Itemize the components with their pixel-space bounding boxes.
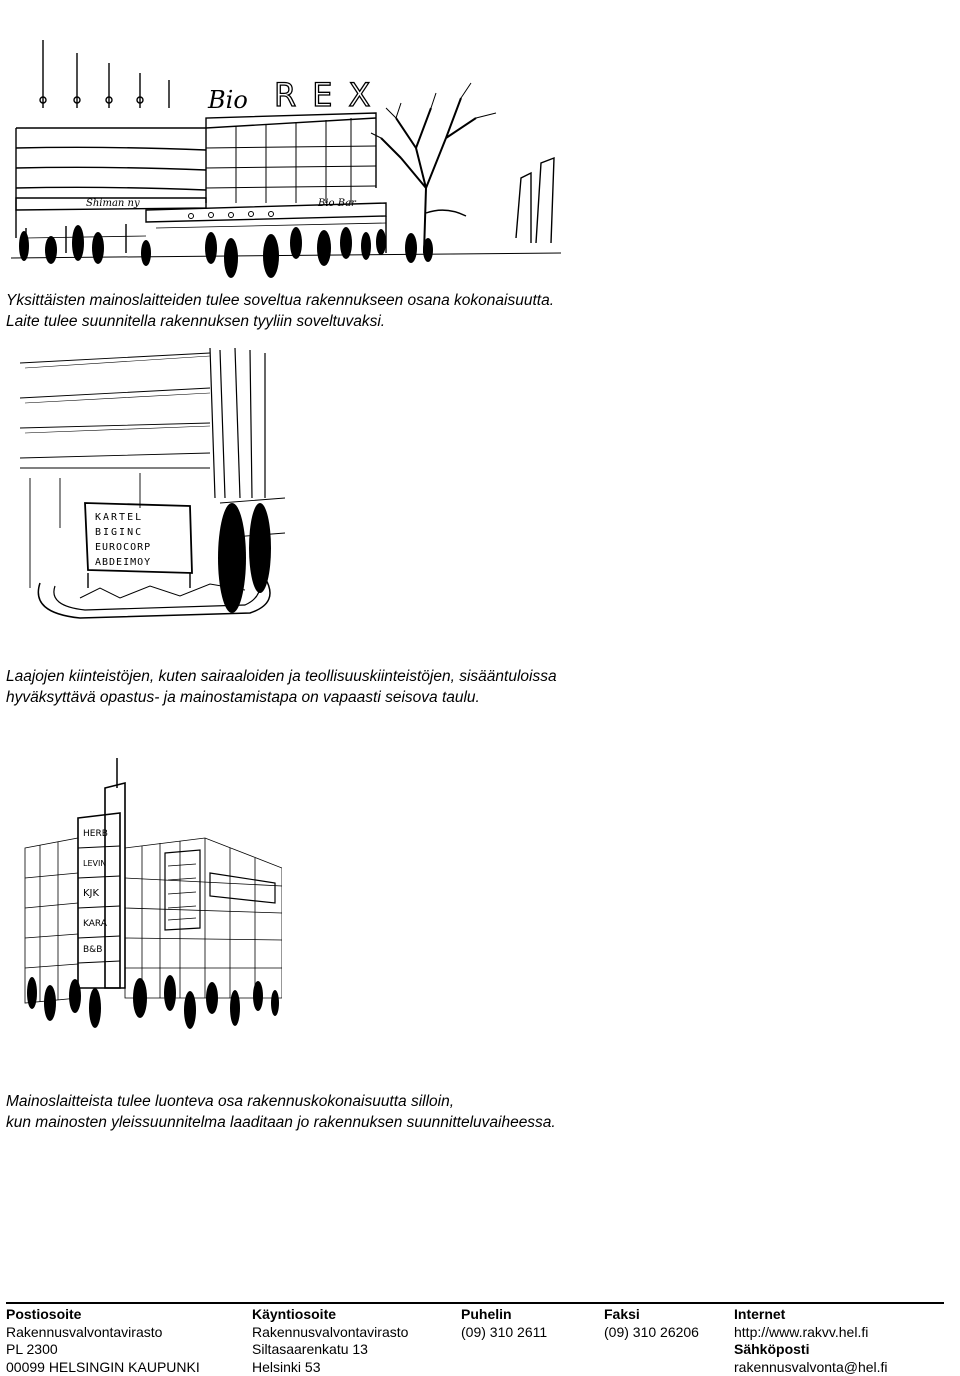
svg-text:Shiman ny: Shiman ny xyxy=(86,198,140,209)
footer-internet xyxy=(734,1306,888,1376)
caption-2-line-1: Laajojen kiinteistöjen, kuten sairaaloiden ja teollisuuskiinteistöjen, sisääntuloissa xyxy=(6,666,557,687)
visiting-line-3: Helsinki 53 xyxy=(252,1359,408,1376)
footer-phone xyxy=(461,1306,547,1341)
footer-contact-info xyxy=(6,1302,944,1304)
visiting-line-1: Rakennusvalvontavirasto xyxy=(252,1324,408,1342)
svg-text:KARTEL: KARTEL xyxy=(95,512,143,523)
svg-text:B&B: B&B xyxy=(83,945,102,955)
caption-1 xyxy=(6,290,554,332)
caption-3-line-2: kun mainosten yleissuunnitelma laaditaan jo rakennuksen suunnitteluvaiheessa. xyxy=(6,1112,556,1133)
svg-text:EUROCORP: EUROCORP xyxy=(95,542,151,553)
svg-text:KJK: KJK xyxy=(83,888,100,899)
caption-3 xyxy=(6,1091,556,1133)
caption-2 xyxy=(6,666,557,708)
commercial-building-sketch xyxy=(20,758,282,1033)
svg-text:BIGINC: BIGINC xyxy=(95,527,143,538)
freestanding-sign-sketch xyxy=(20,348,285,623)
sign-tower xyxy=(78,758,125,988)
caption-3-line-1: Mainoslaitteista tulee luonteva osa rakennuskokonaisuutta silloin, xyxy=(6,1091,556,1112)
phone-number: (09) 310 2611 xyxy=(461,1324,547,1342)
svg-text:Bio: Bio xyxy=(207,86,248,114)
svg-text:ABDEIMOY: ABDEIMOY xyxy=(95,557,151,568)
bare-tree xyxy=(371,83,496,253)
footer-visiting-address xyxy=(252,1306,408,1376)
svg-text:REX: REX xyxy=(274,76,386,114)
caption-1-line-1: Yksittäisten mainoslaitteiden tulee soveltua rakennukseen osana kokonaisuutta. xyxy=(6,290,554,311)
cypress-trees xyxy=(218,503,271,613)
footer-postal-address xyxy=(6,1306,200,1376)
svg-text:HERB: HERB xyxy=(83,829,108,839)
sign-panel xyxy=(85,503,192,588)
caption-1-line-2: Laite tulee suunnitella rakennuksen tyyliin soveltuvaksi. xyxy=(6,311,554,332)
internet-heading: Internet xyxy=(734,1306,888,1324)
svg-text:LEVIN: LEVIN xyxy=(83,859,106,868)
tall-building xyxy=(20,348,265,498)
visiting-line-2: Siltasaarenkatu 13 xyxy=(252,1341,408,1359)
rex-sign xyxy=(207,76,386,114)
fax-number: (09) 310 26206 xyxy=(604,1324,699,1342)
svg-text:KARA: KARA xyxy=(83,919,108,929)
footer-fax xyxy=(604,1306,699,1341)
visiting-heading: Käyntiosoite xyxy=(252,1306,408,1324)
postal-line-1: Rakennusvalvontavirasto xyxy=(6,1324,200,1342)
postal-line-2: PL 2300 xyxy=(6,1341,200,1359)
postal-heading: Postiosoite xyxy=(6,1306,200,1324)
bio-rex-cinema-sketch xyxy=(6,38,566,288)
email-heading: Sähköposti xyxy=(734,1341,888,1359)
fax-heading: Faksi xyxy=(604,1306,699,1324)
masts xyxy=(40,40,169,108)
pedestrians xyxy=(19,225,433,278)
svg-text:Bio Bar: Bio Bar xyxy=(317,198,357,209)
phone-heading: Puhelin xyxy=(461,1306,547,1324)
pedestrians xyxy=(27,975,279,1029)
caption-2-line-2: hyväksyttävä opastus- ja mainostamistapa on vapaasti seisova taulu. xyxy=(6,687,557,708)
postal-line-3: 00099 HELSINGIN KAUPUNKI xyxy=(6,1359,200,1376)
website-link[interactable]: http://www.rakvv.hel.fi xyxy=(734,1324,888,1342)
email-link[interactable]: rakennusvalvonta@hel.fi xyxy=(734,1359,888,1376)
